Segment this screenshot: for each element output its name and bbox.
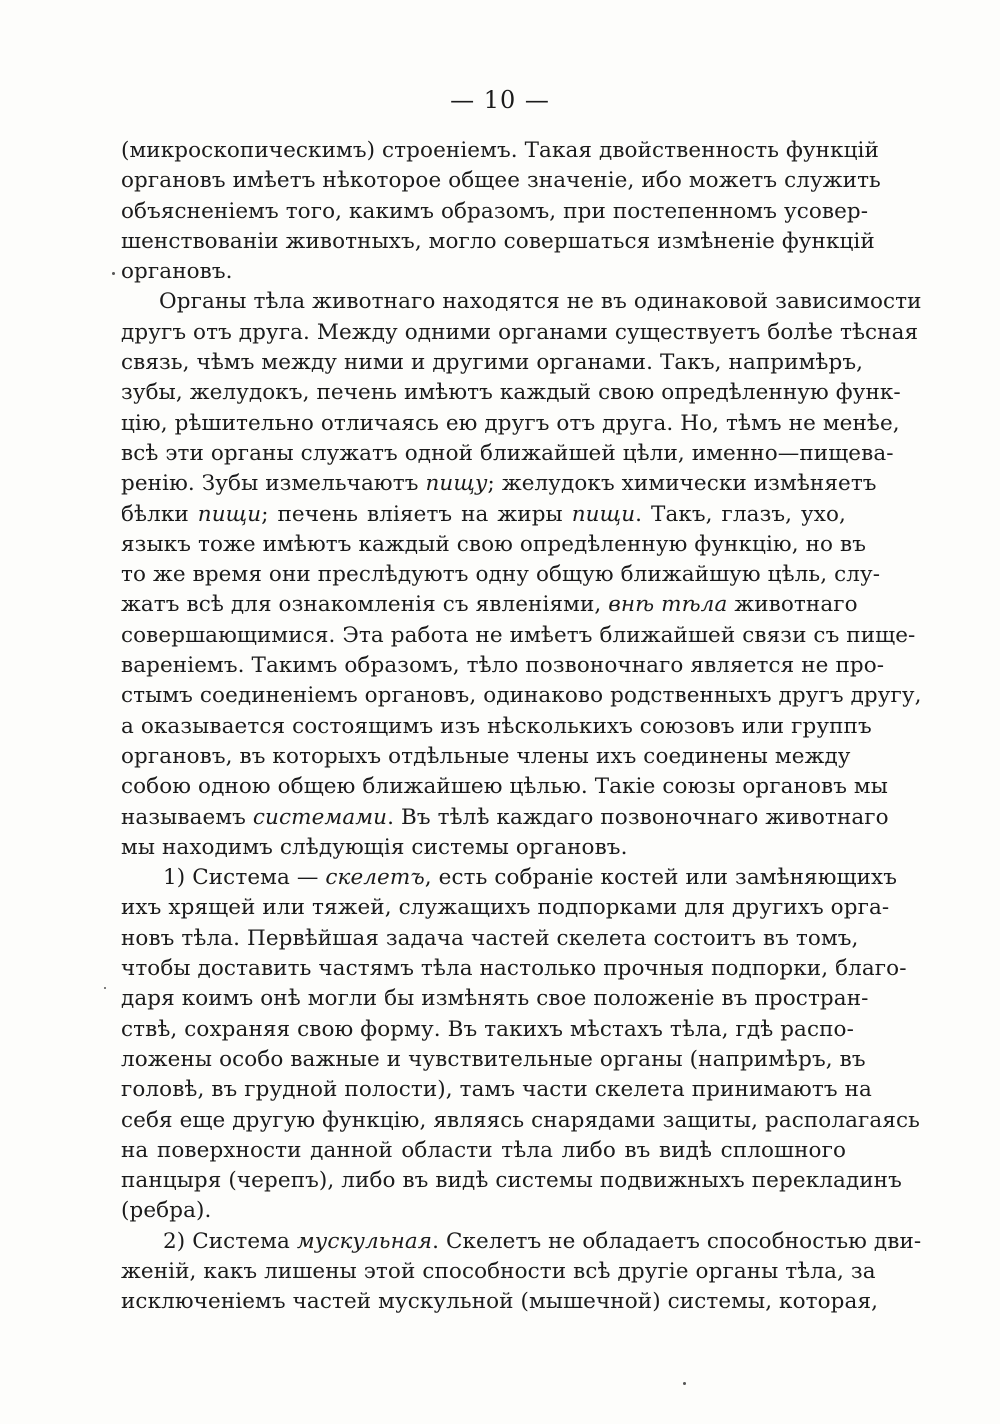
text-line xyxy=(121,469,877,499)
text-run: жатъ всѣ для ознакомленія съ явленіями, xyxy=(121,592,609,618)
text-line: чтобы доставить частямъ тѣла настолько прочныя подпорки, благо- xyxy=(121,956,907,982)
text-line: совершающимися. Эта работа не имѣетъ ближайшей связи съ пище- xyxy=(121,622,916,648)
text-line: ствѣ, сохраняя свою форму. Въ такихъ мѣстахъ тѣла, гдѣ распо- xyxy=(121,1016,854,1042)
text-line: ихъ хрящей или тяжей, служащихъ подпорками для другихъ орга- xyxy=(121,895,890,921)
italic-word: пищу xyxy=(425,471,488,497)
text-line xyxy=(121,590,858,620)
text-line: объясненіемъ того, какимъ образомъ, при постепенномъ усовер- xyxy=(121,198,869,224)
text-line: органовъ имѣетъ нѣкоторое общее значеніе, ибо можетъ служить xyxy=(121,168,881,194)
text-line: собою одною общею ближайшею цѣлью. Такіе союзы органовъ мы xyxy=(121,774,888,800)
text-run: ; желудокъ химически измѣняетъ xyxy=(487,471,877,497)
text-line: ложены особо важные и чувствительные органы (напримѣръ, въ xyxy=(121,1046,866,1072)
italic-word: пищи xyxy=(197,501,262,527)
text-line xyxy=(121,803,889,833)
text-line: мы находимъ слѣдующія системы органовъ. xyxy=(121,834,628,860)
text-run: ; печень вліяетъ на жиры xyxy=(261,501,572,527)
text-line: (микроскопическимъ) строеніемъ. Такая двойственность функцій xyxy=(121,138,879,163)
text-line: исключеніемъ частей мускульной (мышечной) системы, которая, xyxy=(121,1289,879,1315)
italic-word: пищи xyxy=(571,501,636,527)
text-run: . Въ тѣлѣ каждаго позвоночнаго животнаго xyxy=(387,804,889,830)
italic-word: мускульная xyxy=(296,1228,433,1254)
text-line xyxy=(121,500,846,530)
print-speck xyxy=(112,272,115,275)
body-text xyxy=(121,136,922,1318)
text-line: панцыря (черепъ), либо въ видѣ системы подвижныхъ перекладинъ xyxy=(121,1168,902,1194)
text-line: шенствованіи животныхъ, могло совершаться измѣненіе функцій xyxy=(121,228,875,254)
text-run: ренію. Зубы измельчаютъ xyxy=(121,471,426,497)
text-line: головѣ, въ грудной полости), тамъ части скелета принимаютъ на xyxy=(121,1077,872,1103)
text-line: органовъ, въ которыхъ отдѣльные члены ихъ соединены между xyxy=(121,743,851,769)
text-run: 1) Система — xyxy=(163,865,326,891)
text-line: а оказывается состоящимъ изъ нѣсколькихъ союзовъ или группъ xyxy=(121,713,872,739)
text-line: другъ отъ друга. Между одними органами существуетъ болѣе тѣсная xyxy=(121,319,919,345)
text-run: 2) Система xyxy=(163,1228,297,1254)
text-run: , есть собраніе костей или замѣняющихъ xyxy=(424,865,898,891)
text-line: зубы, желудокъ, печень имѣютъ каждый свою опредѣленную функ- xyxy=(121,380,901,406)
text-run: животнаго xyxy=(727,592,858,618)
text-line: себя еще другую функцію, являясь снарядами защиты, располагаясь xyxy=(121,1107,920,1133)
text-run: . Такъ, глазъ, ухо, xyxy=(635,501,846,527)
text-line: органовъ. xyxy=(121,259,233,285)
italic-word: скелетъ xyxy=(325,865,425,891)
print-speck xyxy=(104,987,106,989)
text-run: называемъ xyxy=(121,804,253,830)
paragraph-start-line xyxy=(121,863,898,893)
page-number: — 10 — xyxy=(450,86,550,114)
text-line: (ребра). xyxy=(121,1198,212,1224)
print-speck xyxy=(683,1382,686,1385)
text-line: языкъ тоже имѣютъ каждый свою опредѣленную функцію, но въ xyxy=(121,531,866,557)
paragraph-start-line: Органы тѣла животнаго находятся не въ одинаковой зависимости xyxy=(159,289,922,315)
text-line: стымъ соединеніемъ органовъ, одинаково родственныхъ другъ другу, xyxy=(121,683,922,709)
italic-word: системами xyxy=(252,804,388,830)
text-line: то же время они преслѣдуютъ одну общую ближайшую цѣль, слу- xyxy=(121,562,881,588)
text-line: новъ тѣла. Первѣйшая задача частей скелета состоитъ въ томъ, xyxy=(121,925,859,951)
text-line: даря коимъ онѣ могли бы измѣнять свое положеніе въ простран- xyxy=(121,986,869,1012)
text-line: женій, какъ лишены этой способности всѣ другіе органы тѣла, за xyxy=(121,1258,876,1284)
text-line: вареніемъ. Такимъ образомъ, тѣло позвоночнаго является не про- xyxy=(121,653,885,679)
text-run: бѣлки xyxy=(121,501,198,527)
text-line: всѣ эти органы служатъ одной ближайшей цѣли, именно—пищева- xyxy=(121,440,894,466)
text-run: . Скелетъ не обладаетъ способностью дви- xyxy=(432,1228,922,1254)
text-line: цію, рѣшительно отличаясь ею другъ отъ друга. Но, тѣмъ не менѣе, xyxy=(121,410,900,436)
text-line: связь, чѣмъ между ними и другими органами. Такъ, напримѣръ, xyxy=(121,350,864,376)
italic-word: внѣ тѣла xyxy=(608,592,728,618)
text-line: на поверхности данной области тѣла либо въ видѣ сплошного xyxy=(121,1137,846,1163)
paragraph-start-line xyxy=(121,1227,922,1257)
